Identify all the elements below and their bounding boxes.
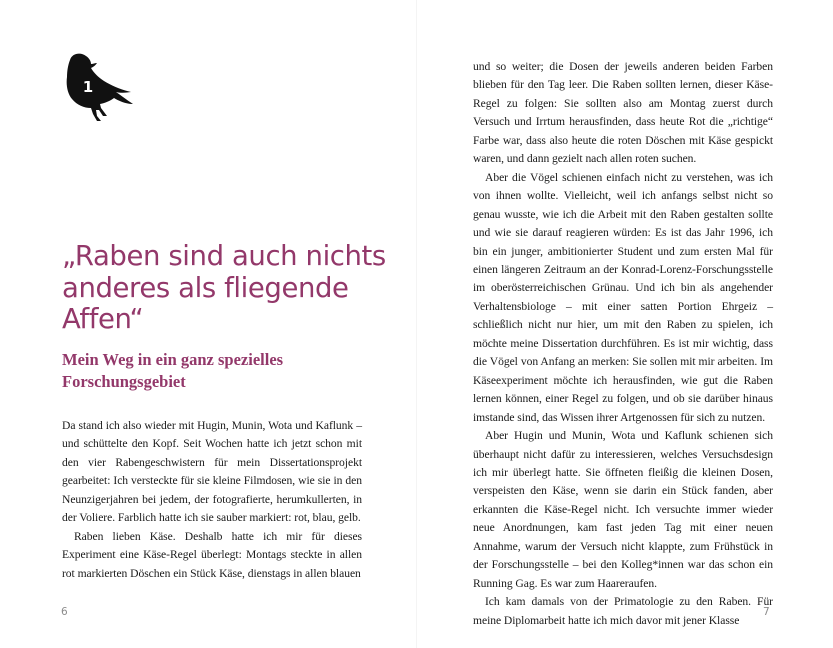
paragraph: und so weiter; die Dosen der jeweils anderen beiden Farben blieben für den Tag leer. Die Raben sollten lernen, dieser Käse-Regel zu folgen: Sie sollten also am Montag zuerst durch Versuch und Irrtum herausfinden, dass heute Rot die „richtige“ Farbe war, dass also heute die roten Döschen mit Käse gespickt waren, und dann gezielt nach allen roten suchen.	[473, 60, 773, 166]
left-page	[0, 0, 416, 648]
paragraph: Da stand ich also wieder mit Hugin, Munin, Wota und Kaflunk – und schüttelte den Kopf. Seit Wochen hatte ich jetzt schon mit den vier Rabengeschwistern für mein Dissertationsprojekt gearbeitet: Ich versteckte für sie kleine Filmdosen, wie sie in den Neunzigerjahren bei jedem, der fotografierte, herumkullerten, in der Voliere. Farblich hatte ich sie sauber markiert: rot, blau, gelb.	[62, 419, 362, 525]
paragraph: Aber die Vögel schienen einfach nicht zu verstehen, was ich von ihnen wollte. Vielleicht, weil ich anfangs selbst nicht so genau wusste, wie ich die Arbeit mit den Raben gestalten sollte und wie sie darauf reagieren würden: Es ist das Jahr 1996, ich bin ein junger, ambitionierter Student und zum ersten Mal für einen längeren Zeitraum an der Konrad-Lorenz-Forschungsstelle im oberösterreichischen Grünau. Und ich bin als angehender Verhaltensbiologe – mit einer satten Portion Ehrgeiz – schließlich nicht nur hier, um mit den Raben zu spielen, ich möchte meine Dissertation durchführen. Es ist mir wichtig, dass die Vögel von Anfang an merken: Sie sollen mit mir arbeiten. Im Käseexperiment möchte ich herausfinden, wie gut die Raben lernen können, einer Regel zu folgen, und ob sie darüber hinaus imstande sind, das Wissen ihrer Artgenossen für sich zu nutzen.	[473, 170, 773, 424]
left-body-text	[62, 417, 362, 583]
chapter-title: „Raben sind auch nichts anderes als fliegende Affen“	[62, 240, 386, 335]
paragraph: Ich kam damals von der Primatologie zu den Raben. Für meine Diplomarbeit hatte ich mich davor mit jener Klasse	[473, 595, 773, 627]
chapter-subtitle: Mein Weg in ein ganz spezielles Forschungsgebiet	[62, 350, 284, 391]
raven-icon	[60, 50, 136, 124]
chapter-number: 1	[82, 78, 94, 96]
page-number-left: 6	[61, 606, 68, 618]
paragraph: Raben lieben Käse. Deshalb hatte ich mir für dieses Experiment eine Käse-Regel überlegt: Montags steckte in allen rot markierten Döschen ein Stück Käse, dienstags in allen blauen	[62, 529, 362, 580]
right-page	[417, 0, 833, 648]
right-body-text	[473, 58, 773, 630]
page-number-right: 7	[763, 606, 770, 618]
paragraph: Aber Hugin und Munin, Wota und Kaflunk schienen sich überhaupt nicht dafür zu interessieren, welches Versuchsdesign ich mir überlegt hatte. Sie öffneten fleißig die kleinen Dosen, verspeisten den Käse, wenn sie darin ein Stück fanden, aber erkannten die Käse-Regel nicht. Ich versuchte immer wieder neue Anordnungen, kam fast jeden Tag mit einer neuen Annahme, warum der Versuch nicht klappte, zum Frühstück in der Forschungsstelle – bei den Kolleg*innen war das schon ein Running Gag. Es war zum Haareraufen.	[473, 429, 773, 590]
